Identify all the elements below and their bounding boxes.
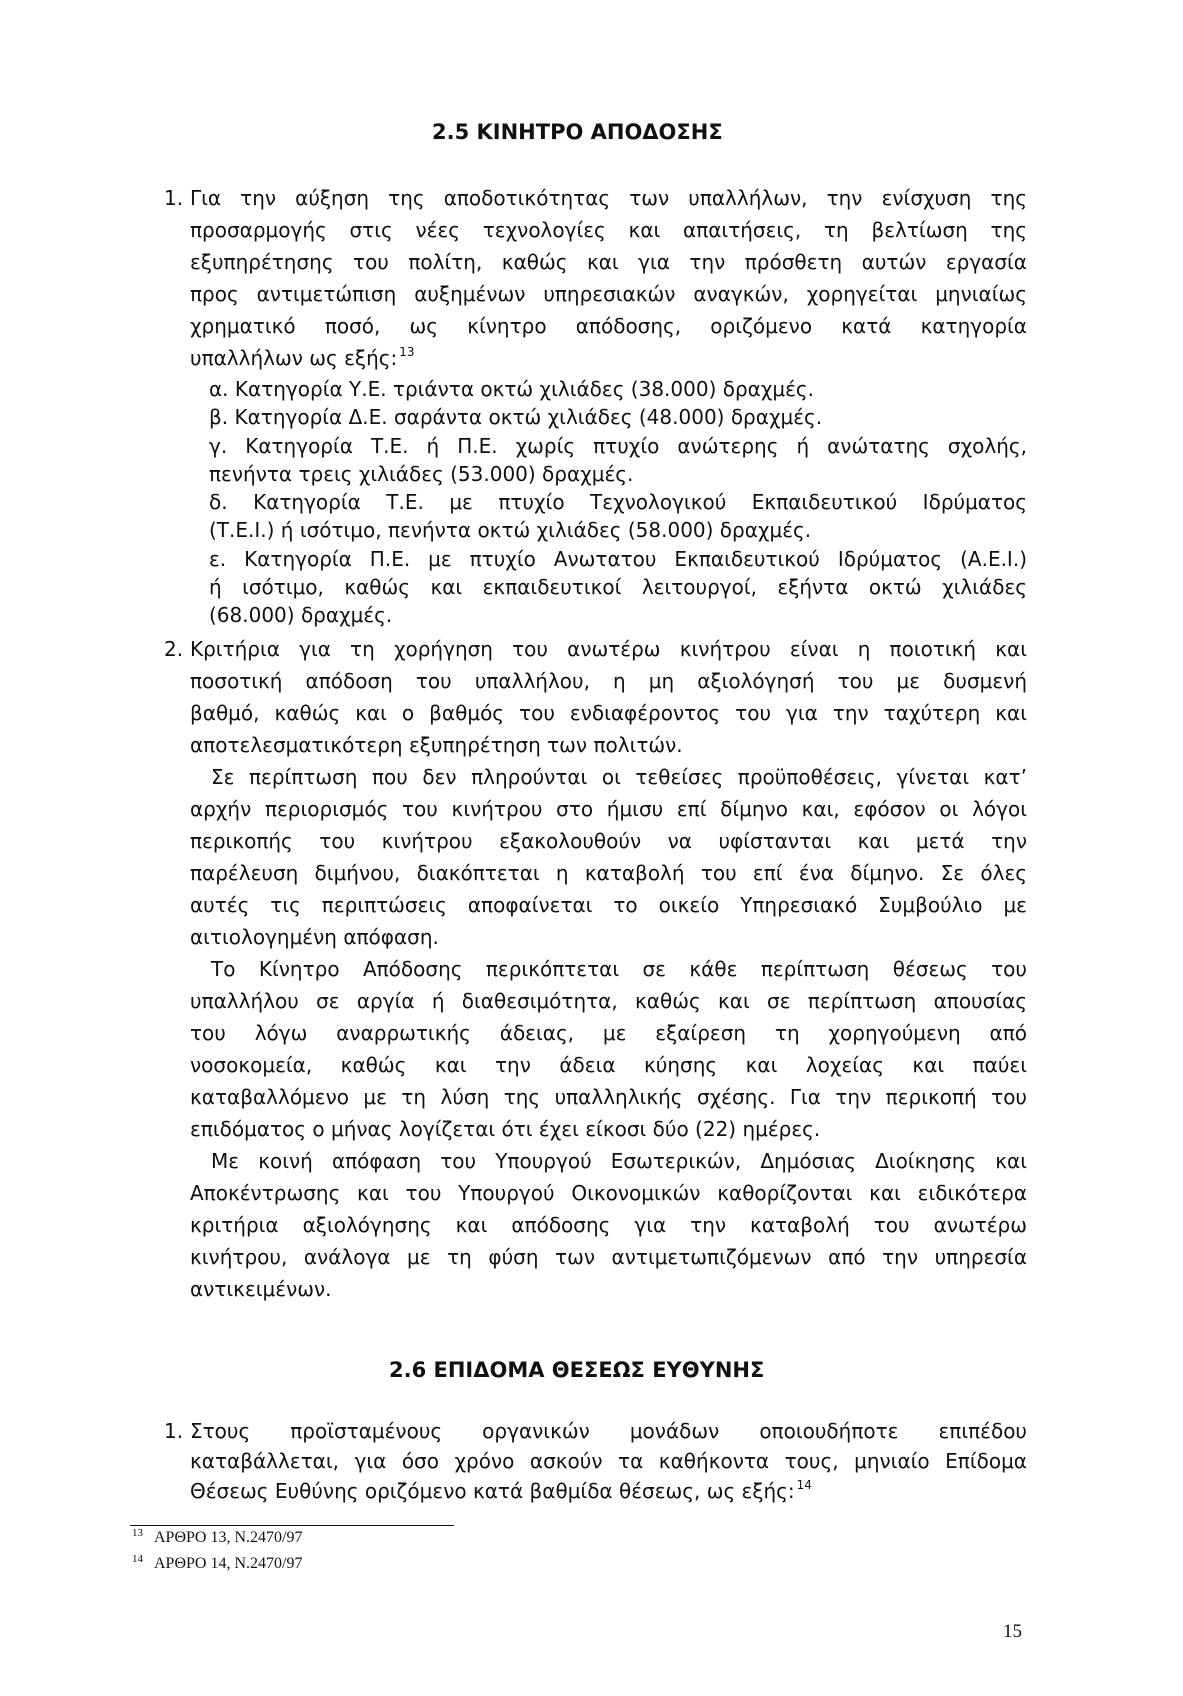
line-text: αυτές τις περιπτώσεις αποφαίνεται το οικείο Υπηρεσιακό Συμβούλιο με: [190, 893, 1027, 917]
line-text: Στους προϊσταμένους οργανικών μονάδων οποιουδήποτε επιπέδου: [190, 1419, 1027, 1443]
line-text: Με κοινή απόφαση του Υπουργού Εσωτερικών, Δημόσιας Διοίκησης και: [211, 1149, 1027, 1173]
line-text: πενήντα τρεις χιλιάδες (53.000) δραχμές.: [209, 461, 634, 486]
line-text: Κατηγορία Τ.Ε. ή Π.Ε. χωρίς πτυχίο ανώτερης ή ανώτατης σχολής,: [245, 433, 1027, 458]
line-text: περικοπής του κινήτρου εξακολουθούν να υφίστανται και μετά την: [190, 829, 1027, 853]
page-number: 15: [1003, 1621, 1022, 1642]
line-text: Αποκέντρωσης και του Υπουργού Οικονομικών καθορίζονται και ειδικότερα: [190, 1181, 1027, 1205]
text-line: [209, 545, 1027, 573]
footnote-text: ΑΡΘΡΟ 14, Ν.2470/97: [154, 1555, 303, 1572]
line-text: κινήτρου, ανάλογα με τη φύση των αντιμετωπιζόμενων από την υπηρεσία: [190, 1245, 1027, 1269]
list-item-label: α.: [209, 377, 229, 401]
footnote-marker: 14: [132, 1553, 143, 1565]
line-text: Θέσεως Ευθύνης οριζόμενο κατά βαθμίδα θέσεως, ως εξής:: [190, 1479, 795, 1503]
text-line: [190, 697, 1027, 729]
text-line: [209, 573, 1027, 601]
text-line: [190, 665, 1027, 697]
text-line: [190, 793, 1027, 825]
numbered-item-1: [164, 1416, 1027, 1506]
text-line: [190, 246, 1027, 278]
text-line: [209, 403, 1027, 431]
line-text: χρηματικό ποσό, ως κίνητρο απόδοσης, οριζόμενο κατά κατηγορία: [190, 314, 1027, 338]
text-line: [190, 985, 1027, 1017]
text-line: [190, 889, 1027, 921]
text-line: [190, 310, 1027, 342]
line-text: (68.000) δραχμές.: [209, 603, 393, 627]
line-text: εξυπηρέτησης του πολίτη, καθώς και για την πρόσθετη αυτών εργασία: [190, 250, 1027, 274]
text-line: [190, 1017, 1027, 1049]
text-line: [209, 460, 1027, 488]
text-line: [190, 953, 1027, 985]
line-text: αιτιολογημένη απόφαση.: [190, 925, 439, 949]
text-line: [190, 1446, 1027, 1476]
line-text: προς αντιμετώπιση αυξημένων υπηρεσιακών αναγκών, χορηγείται μηνιαίως: [190, 282, 1027, 306]
footnote: [132, 1525, 302, 1551]
line-text: Κατηγορία Υ.Ε. τριάντα οκτώ χιλιάδες (38.000) δραχμές.: [234, 377, 815, 401]
line-text: παρέλευση διμήνου, διακόπτεται η καταβολή του επί ένα δίμηνο. Σε όλες: [190, 861, 1027, 885]
line-text: επιδόματος ο μήνας λογίζεται ότι έχει είκοσι δύο (22) ημέρες.: [190, 1117, 821, 1141]
text-line: [209, 432, 1027, 460]
text-line: [190, 1209, 1027, 1241]
footnote: [132, 1551, 302, 1577]
line-text: κριτήρια αξιολόγησης και απόδοσης για την καταβολή του ανωτέρω: [190, 1213, 1027, 1237]
footnote-text: ΑΡΘΡΟ 13, Ν.2470/97: [154, 1529, 303, 1546]
section-heading: 2.6 ΕΠΙΔΟΜΑ ΘΕΣΕΩΣ ΕΥΘΥΝΗΣ: [389, 1358, 765, 1382]
text-line: [190, 214, 1027, 246]
list-item-label: β.: [209, 405, 229, 430]
text-line: [190, 761, 1027, 793]
section-heading: 2.5 ΚΙΝΗΤΡΟ ΑΠΟΔΟΣΗΣ: [432, 120, 723, 144]
text-line: [209, 488, 1027, 516]
line-text: (Τ.Ε.Ι.) ή ισότιμο, πενήντα οκτώ χιλιάδες (58.000) δραχμές.: [209, 518, 812, 543]
footnote-marker: 13: [132, 1527, 143, 1539]
line-text: αρχήν περιορισμός του κινήτρου στο ήμισυ επί δίμηνο και, εφόσον οι λόγοι: [190, 797, 1027, 821]
text-line: [190, 1049, 1027, 1081]
text-line: [164, 633, 1027, 665]
text-line: [190, 1273, 1027, 1305]
line-text: Σε περίπτωση που δεν πληρούνται οι τεθείσες προϋποθέσεις, γίνεται κατ’: [211, 765, 1027, 789]
text-line: [164, 1416, 1027, 1446]
item-number: 1.: [164, 186, 184, 210]
line-text: αποτελεσματικότερη εξυπηρέτηση των πολιτών.: [190, 733, 683, 757]
footnote-ref: 13: [399, 345, 415, 359]
category-list: [209, 375, 1027, 629]
line-text: αντικειμένων.: [190, 1277, 332, 1301]
text-line: [190, 1177, 1027, 1209]
text-line: [190, 1241, 1027, 1273]
list-item-label: γ.: [209, 433, 228, 458]
list-item-label: δ.: [209, 490, 228, 514]
text-line: [190, 1113, 1027, 1145]
line-text: προσαρμογής στις νέες τεχνολογίες και απαιτήσεις, τη βελτίωση της: [190, 218, 1027, 242]
text-line: [190, 342, 1027, 374]
line-text: ποσοτική απόδοση του υπαλλήλου, η μη αξιολόγησή του με δυσμενή: [190, 669, 1027, 693]
text-line: [190, 729, 1027, 761]
line-text: ή ισότιμο, καθώς και εκπαιδευτικοί λειτουργοί, εξήντα οκτώ χιλιάδες: [209, 574, 1027, 599]
line-text: Κατηγορία Δ.Ε. σαράντα οκτώ χιλιάδες (48.000) δραχμές.: [234, 405, 823, 430]
text-line: [190, 1145, 1027, 1177]
numbered-item-2: [164, 633, 1027, 1305]
text-line: [209, 516, 1027, 544]
text-line: [164, 182, 1027, 214]
line-text: Κριτήρια για τη χορήγηση του ανωτέρω κινήτρου είναι η ποιοτική και: [190, 637, 1027, 661]
line-text: καταβαλλόμενο με τη λύση της υπαλληλικής σχέσης. Για την περικοπή του: [190, 1085, 1027, 1109]
text-line: [190, 278, 1027, 310]
text-line: [209, 601, 1027, 629]
line-text: Κατηγορία Π.Ε. με πτυχίο Ανωτατου Εκπαιδευτικού Ιδρύματος (Α.Ε.Ι.): [244, 546, 1027, 571]
text-line: [209, 375, 1027, 403]
text-line: [190, 1081, 1027, 1113]
line-text: νοσοκομεία, καθώς και την άδεια κύησης και λοχείας και παύει: [190, 1053, 1027, 1077]
text-line: [190, 921, 1027, 953]
line-text: καταβάλλεται, για όσο χρόνο ασκούν τα καθήκοντα τους, μηνιαίο Επίδομα: [190, 1449, 1027, 1473]
line-text: βαθμό, καθώς και ο βαθμός του ενδιαφέροντος του για την ταχύτερη και: [190, 701, 1027, 725]
line-text: υπαλλήλου σε αργία ή διαθεσιμότητα, καθώς και σε περίπτωση απουσίας: [190, 989, 1027, 1013]
text-line: [190, 1476, 1027, 1506]
line-text: του λόγω αναρρωτικής άδειας, με εξαίρεση τη χορηγούμενη από: [190, 1021, 1027, 1045]
item-number: 1.: [164, 1419, 184, 1443]
item-number: 2.: [164, 637, 184, 661]
line-text: υπαλλήλων ως εξής:: [190, 346, 398, 370]
line-text: Το Κίνητρο Απόδοσης περικόπτεται σε κάθε περίπτωση θέσεως του: [211, 957, 1027, 981]
footnote-ref: 14: [796, 1478, 812, 1492]
text-line: [190, 857, 1027, 889]
line-text: Για την αύξηση της αποδοτικότητας των υπαλλήλων, την ενίσχυση της: [190, 186, 1027, 210]
numbered-item-1: [164, 182, 1027, 374]
text-line: [190, 825, 1027, 857]
list-item-label: ε.: [209, 546, 227, 571]
line-text: Κατηγορία Τ.Ε. με πτυχίο Τεχνολογικού Εκπαιδευτικού Ιδρύματος: [253, 490, 1028, 514]
